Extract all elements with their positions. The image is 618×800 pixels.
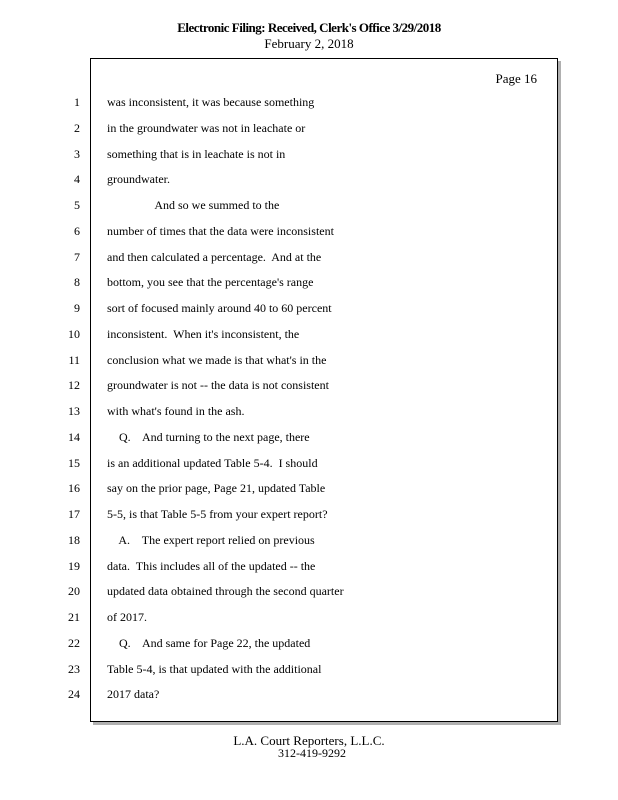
line-text: Q. And turning to the next page, there [107, 429, 310, 444]
line-number: 14 [68, 429, 80, 444]
line-text: 2017 data? [107, 687, 160, 702]
line-number: 1 [74, 95, 80, 109]
page-number: Page 16 [495, 71, 537, 86]
line-number: 7 [74, 249, 80, 264]
line-text: something that is in leachate is not in [107, 146, 286, 161]
line-text: 5-5, is that Table 5-5 from your expert report? [107, 507, 328, 521]
line-text: with what's found in the ash. [107, 404, 245, 418]
line-number: 5 [74, 198, 80, 212]
line-text: number of times that the data were inconsistent [107, 223, 334, 238]
line-text: groundwater. [107, 172, 170, 187]
line-number: 23 [68, 661, 80, 676]
line-number: 4 [74, 172, 80, 187]
line-text: groundwater is not -- the data is not consistent [107, 378, 329, 393]
line-text: conclusion what we made is that what's in the [107, 352, 327, 367]
line-text: Q. And same for Page 22, the updated [107, 635, 311, 650]
line-number: 15 [68, 455, 80, 470]
line-text: and then calculated a percentage. And at the [107, 249, 322, 264]
line-text: is an additional updated Table 5-4. I should [107, 455, 318, 470]
line-number: 20 [68, 584, 80, 599]
filing-stamp: Electronic Filing: Received, Clerk's Office 3/29/2018 [177, 20, 441, 35]
line-number: 21 [68, 610, 80, 624]
line-number: 2 [74, 120, 80, 135]
line-text: And so we summed to the [107, 198, 280, 212]
line-number: 11 [68, 352, 80, 367]
line-number: 18 [68, 532, 80, 547]
line-number: 17 [68, 507, 80, 521]
line-text: bottom, you see that the percentage's range [107, 275, 314, 290]
line-number: 19 [68, 558, 80, 573]
line-number: 13 [68, 404, 80, 418]
line-number: 8 [74, 275, 80, 290]
line-number: 12 [68, 378, 80, 393]
line-number: 22 [68, 635, 80, 650]
line-number: 3 [74, 146, 80, 161]
line-number: 16 [68, 481, 80, 496]
line-text: updated data obtained through the second quarter [107, 584, 344, 599]
line-text: A. The expert report relied on previous [107, 532, 315, 547]
line-number: 10 [68, 326, 80, 341]
line-text: of 2017. [107, 610, 147, 624]
line-text: say on the prior page, Page 21, updated Table [107, 481, 326, 496]
line-text: inconsistent. When it's inconsistent, the [107, 326, 300, 341]
line-text: data. This includes all of the updated -- the [107, 558, 316, 573]
line-number: 24 [68, 687, 80, 702]
line-text: was inconsistent, it was because something [107, 95, 315, 109]
footer-company: L.A. Court Reporters, L.L.C. [233, 733, 385, 748]
footer-phone: 312-419-9292 [278, 746, 346, 760]
line-text: sort of focused mainly around 40 to 60 percent [107, 301, 332, 315]
line-text: in the groundwater was not in leachate or [107, 120, 306, 135]
line-number: 9 [74, 301, 80, 315]
line-text: Table 5-4, is that updated with the additional [107, 661, 322, 676]
line-number: 6 [74, 223, 80, 238]
transcript-date: February 2, 2018 [264, 36, 354, 51]
